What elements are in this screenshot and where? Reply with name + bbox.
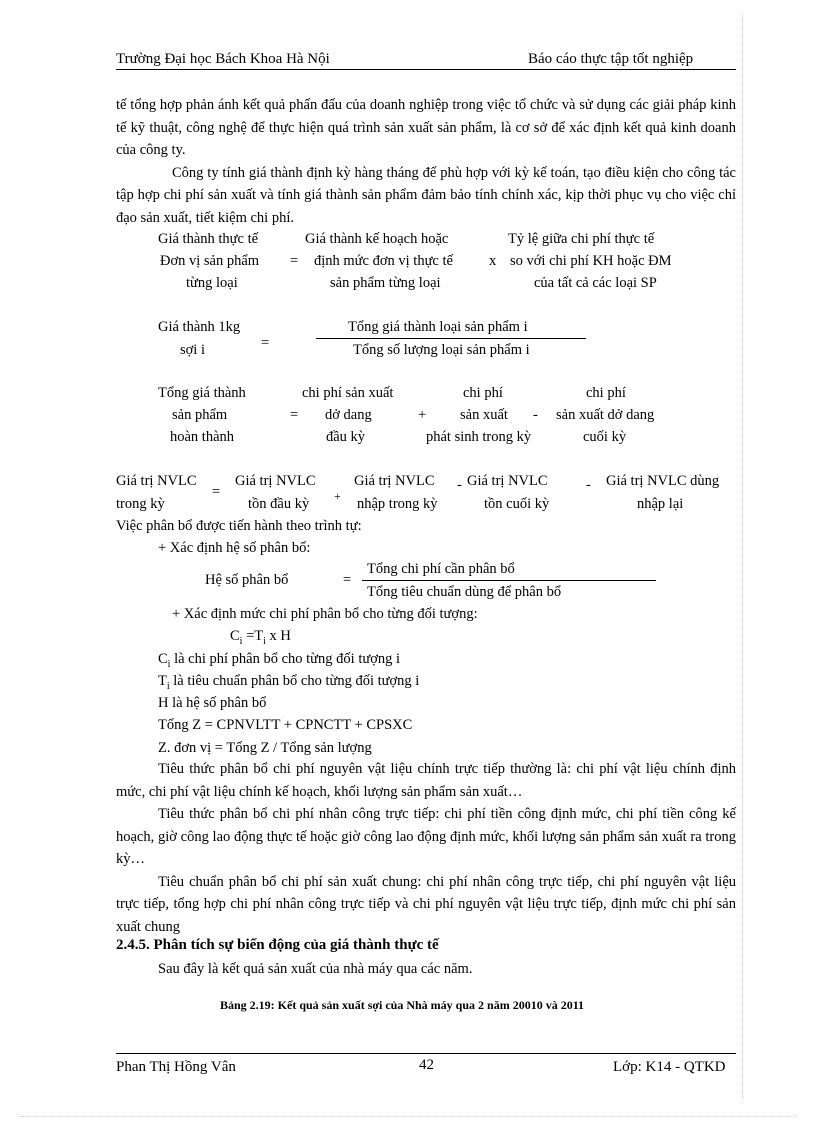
- f3-a3: hoàn thành: [170, 429, 235, 445]
- f4-e2: nhập lại: [637, 496, 684, 512]
- allocation-step-1: + Xác định hệ số phân bổ:: [158, 540, 311, 556]
- ci-formula: $C_i =T_i$ x H: [230, 628, 291, 647]
- f3-plus: +: [418, 407, 427, 423]
- coefficient-numerator: Tổng chi phí cần phân bổ: [367, 561, 515, 577]
- f4-e1: Giá trị NVLC dùng: [606, 473, 720, 489]
- criteria-material: Tiêu thức phân bổ chi phí nguyên vật liệu chính trực tiếp thường là: chi phí vật liệu chính định mức, chi phí vật liệu chính kế hoạch, khối lượng sản phẩm sản xuất…: [116, 761, 736, 800]
- f2-den: Tổng số lượng loại sản phẩm i: [353, 342, 530, 358]
- f3-a1: Tổng giá thành: [158, 385, 246, 401]
- ci-definition: $C_i$ là chi phí phân bổ cho từng đối tượng i: [158, 651, 401, 670]
- f3-b3: đầu kỳ: [326, 429, 366, 445]
- f4-minus2: -: [586, 477, 591, 493]
- f1-b2: định mức đơn vị thực tế: [314, 253, 453, 269]
- coefficient-label: Hệ số phân bổ: [205, 572, 289, 588]
- f3-eq: =: [290, 407, 299, 423]
- f2-fraction-line: [316, 338, 586, 339]
- criteria-text: [116, 758, 736, 938]
- f3-b1: chi phí sản xuất: [302, 385, 394, 401]
- table-caption: Bảng 2.19: Kết quả sản xuất sợi của Nhà máy qua 2 năm 20010 và 2011: [220, 998, 585, 1012]
- allocation-intro: Việc phân bổ được tiến hành theo trình tự:: [116, 518, 362, 534]
- intro-paragraph-2: Công ty tính giá thành định kỳ hàng tháng để phù hợp với kỳ kế toán, tạo điều kiện cho công tác tập hợp chi phí sản xuất và tính giá thành sản phẩm đảm bảo tính chính xác, kịp thời phục vụ cho việc chỉ đạo sản xuất, tiết kiệm chi phí.: [116, 164, 736, 226]
- f3-minus: -: [533, 407, 538, 423]
- allocation-step-2: + Xác định mức chi phí phân bổ cho từng đối tượng:: [172, 606, 478, 622]
- f1-c2: so với chi phí KH hoặc ĐM: [510, 253, 672, 269]
- f1-c3: của tất cả các loại SP: [534, 275, 657, 291]
- f1-b3: sản phẩm từng loại: [330, 275, 441, 291]
- footer-rule: [116, 1053, 736, 1054]
- intro-paragraph-1: tế tổng hợp phản ánh kết quả phấn đấu của doanh nghiệp trong việc tổ chức và sử dụng các giải pháp kinh tế kỹ thuật, công nghệ để thực hiện quá trình sản xuất sản phẩm, là cơ sở để xác định kết quả kinh doanh của công ty.: [116, 97, 736, 158]
- f4-a2: trong kỳ: [116, 496, 165, 512]
- f1-eq: =: [290, 253, 299, 269]
- criteria-general: Tiêu chuẩn phân bổ chi phí sản xuất chung: chi phí nhân công trực tiếp, chi phí nguyên vật liệu trực tiếp, tổng hợp chi phí nhân công trực tiếp và chi phí nguyên vật liệu trực tiếp, định mức chi phí sản xuất chung: [116, 873, 736, 935]
- f4-d1: Giá trị NVLC: [467, 473, 548, 489]
- f3-c1: chi phí: [463, 385, 503, 401]
- f3-d3: cuối kỳ: [583, 429, 627, 445]
- h-definition: H là hệ số phân bổ: [158, 695, 267, 711]
- f1-b1: Giá thành kế hoạch hoặc: [305, 231, 449, 247]
- f4-c2: nhập trong kỳ: [357, 496, 438, 512]
- intro-text: [116, 94, 736, 229]
- coefficient-denominator: Tổng tiêu chuẩn dùng để phân bổ: [367, 584, 562, 600]
- f3-b2: dở dang: [325, 407, 372, 423]
- f4-plus: +: [334, 489, 341, 503]
- f4-minus1: -: [457, 477, 462, 493]
- page-margin-guide: [742, 14, 743, 1099]
- footer-class: Lớp: K14 - QTKD: [613, 1059, 726, 1075]
- f1-a2: Đơn vị sản phẩm: [160, 253, 260, 269]
- f2-l2: sợi i: [180, 342, 205, 358]
- f4-eq: =: [212, 484, 221, 500]
- f4-c1: Giá trị NVLC: [354, 473, 435, 489]
- f2-num: Tổng giá thành loại sản phẩm i: [348, 319, 528, 335]
- section-text: Sau đây là kết quả sản xuất của nhà máy qua các năm.: [158, 961, 473, 977]
- footer-author: Phan Thị Hồng Vân: [116, 1059, 236, 1075]
- f3-d2: sản xuất dở dang: [556, 407, 655, 423]
- f3-d1: chi phí: [586, 385, 626, 401]
- f4-a1: Giá trị NVLC: [116, 473, 197, 489]
- header-report-title: Báo cáo thực tập tốt nghiệp: [528, 51, 694, 67]
- f3-a2: sản phẩm: [172, 407, 228, 423]
- section-heading: 2.4.5. Phân tích sự biến động của giá thành thực tế: [116, 937, 439, 953]
- header-school: Trường Đại học Bách Khoa Hà Nội: [116, 51, 330, 67]
- page-bottom-guide: [20, 1116, 796, 1117]
- f3-c2: sản xuất: [460, 407, 508, 423]
- f1-a1: Giá thành thực tế: [158, 231, 259, 247]
- unit-z: Z. đơn vị = Tổng Z / Tổng sản lượng: [158, 740, 372, 756]
- f4-b2: tồn đầu kỳ: [248, 496, 310, 512]
- ti-definition: $T_i$ là tiêu chuẩn phân bổ cho từng đối tượng i: [158, 673, 420, 692]
- header-rule: [116, 69, 736, 70]
- f1-op: x: [489, 253, 497, 269]
- f4-b1: Giá trị NVLC: [235, 473, 316, 489]
- f1-a3: từng loại: [186, 275, 238, 291]
- page-number: 42: [419, 1057, 434, 1073]
- f2-l1: Giá thành 1kg: [158, 319, 241, 335]
- f1-c1: Tỷ lệ giữa chi phí thực tế: [508, 231, 655, 247]
- criteria-labor: Tiêu thức phân bổ chi phí nhân công trực tiếp: chi phí tiền công định mức, chi phí tiền công kế hoạch, giờ công lao động thực tế hoặc giờ công lao động định mức, khối lượng sản phẩm sản xuất ra trong kỳ…: [116, 806, 736, 867]
- total-z: Tổng Z = CPNVLTT + CPNCTT + CPSXC: [158, 717, 413, 733]
- f4-d2: tồn cuối kỳ: [484, 496, 550, 512]
- f2-eq: =: [261, 335, 270, 351]
- f3-c3: phát sinh trong kỳ: [426, 429, 532, 445]
- coefficient-eq: =: [343, 572, 352, 588]
- coefficient-fraction-line: [362, 580, 656, 581]
